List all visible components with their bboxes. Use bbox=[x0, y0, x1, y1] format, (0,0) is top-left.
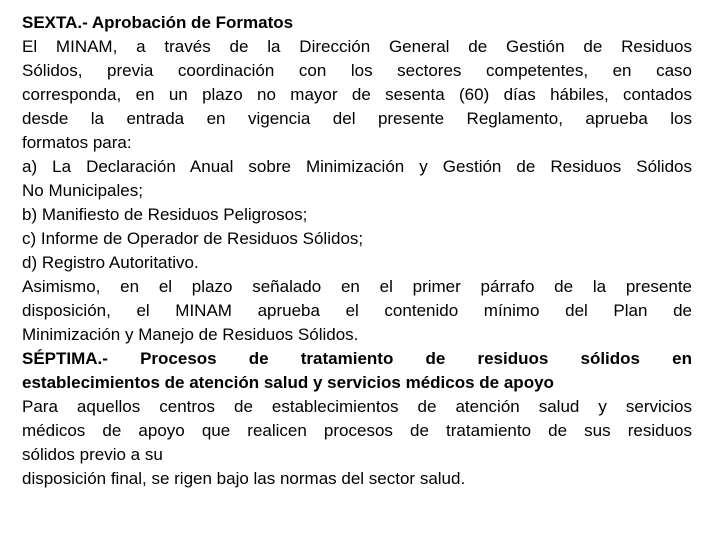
sexta-paragraph-line: Sólidos, previa coordinación con los sectores competentes, en caso bbox=[22, 61, 692, 80]
heading-septima-continuation: establecimientos de atención salud y servicios médicos de apoyo bbox=[22, 373, 554, 392]
sexta-closing-line: Minimización y Manejo de Residuos Sólidos. bbox=[22, 325, 359, 344]
list-item-d: d) Registro Autoritativo. bbox=[22, 253, 199, 272]
sexta-paragraph-line: corresponda, en un plazo no mayor de sesenta (60) días hábiles, contados bbox=[22, 85, 692, 104]
septima-paragraph-line: médicos de apoyo que realicen procesos de tratamiento de sus residuos bbox=[22, 421, 692, 440]
sexta-paragraph-line: El MINAM, a través de la Dirección General de Gestión de Residuos bbox=[22, 37, 692, 56]
list-item-a-continuation: No Municipales; bbox=[22, 181, 143, 200]
list-item-b: b) Manifiesto de Residuos Peligrosos; bbox=[22, 205, 308, 224]
septima-paragraph-line: sólidos previo a su bbox=[22, 445, 163, 464]
sexta-paragraph-line: desde la entrada en vigencia del presente Reglamento, aprueba los bbox=[22, 109, 692, 128]
sexta-paragraph-line: formatos para: bbox=[22, 133, 132, 152]
septima-paragraph-line: disposición final, se rigen bajo las normas del sector salud. bbox=[22, 469, 466, 488]
heading-sexta: SEXTA.- Aprobación de Formatos bbox=[22, 13, 294, 32]
sexta-closing-line: disposición, el MINAM aprueba el contenido mínimo del Plan de bbox=[22, 301, 692, 320]
sexta-closing-line: Asimismo, en el plazo señalado en el primer párrafo de la presente bbox=[22, 277, 692, 296]
list-item-a: a) La Declaración Anual sobre Minimización y Gestión de Residuos Sólidos bbox=[22, 157, 692, 176]
heading-septima: SÉPTIMA.- Procesos de tratamiento de residuos sólidos en bbox=[22, 349, 692, 368]
list-item-c: c) Informe de Operador de Residuos Sólidos; bbox=[22, 229, 364, 248]
septima-paragraph-line: Para aquellos centros de establecimientos de atención salud y servicios bbox=[22, 397, 692, 416]
document-page bbox=[22, 11, 692, 491]
